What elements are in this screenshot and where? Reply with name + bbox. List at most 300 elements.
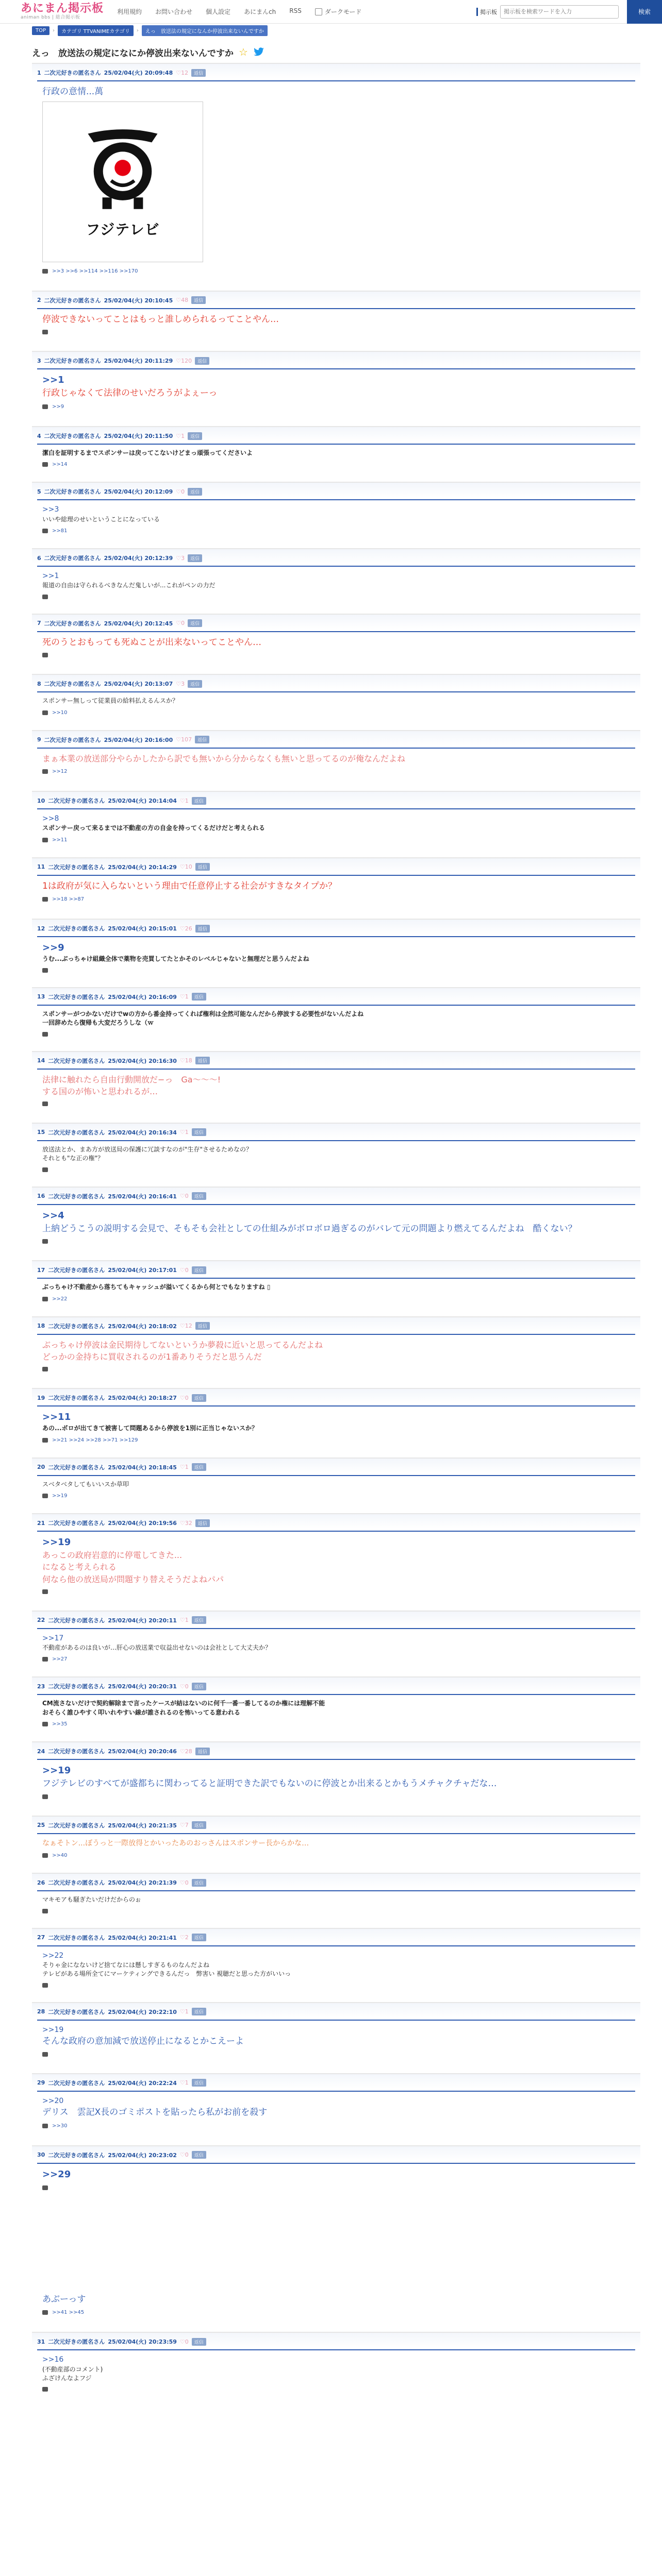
reply-hand-icon[interactable]: [42, 1794, 48, 1799]
reply-anchor[interactable]: >>19: [42, 2025, 64, 2034]
post-like-count[interactable]: ♡12: [176, 69, 189, 76]
reply-button[interactable]: 返信: [192, 1616, 206, 1624]
post-number[interactable]: 20: [37, 1464, 45, 1471]
reply-links[interactable]: >>40: [52, 1853, 68, 1859]
reply-hand-icon[interactable]: [42, 1722, 48, 1726]
reply-button[interactable]: 返信: [192, 993, 206, 1001]
reply-anchor[interactable]: >>19: [42, 1765, 71, 1776]
reply-anchor[interactable]: >>8: [42, 815, 59, 823]
nav-animanch[interactable]: あにまんch: [244, 8, 276, 15]
post-text: する国のが怖いと思われるが…: [42, 1086, 158, 1096]
post-body: [32, 1339, 640, 1363]
reply-hand-icon[interactable]: [42, 330, 48, 334]
post-like-count[interactable]: ♡0: [176, 488, 185, 495]
post-header: [32, 1874, 640, 1888]
post-like-count[interactable]: ♡1: [179, 993, 189, 1001]
post-number[interactable]: 1: [37, 69, 41, 76]
post-footer: [32, 1790, 640, 1799]
post-author: 二次元好きの匿名さん: [48, 1395, 105, 1402]
reply-hand-icon[interactable]: [42, 1438, 48, 1443]
post-number[interactable]: 25: [37, 1822, 45, 1829]
post-date: 25/02/04(火) 20:21:35: [108, 1822, 177, 1829]
post-footer: [32, 1028, 640, 1037]
reply-hand-icon[interactable]: [42, 462, 48, 467]
post-body: [32, 1699, 640, 1717]
reply-links[interactable]: >>14: [52, 462, 68, 468]
post-like-count[interactable]: ♡7: [179, 1822, 189, 1829]
post-divider: [37, 444, 635, 445]
reply-button[interactable]: 返信: [192, 1879, 206, 1887]
post-like-count[interactable]: ♡120: [176, 357, 192, 364]
post-image[interactable]: [42, 101, 203, 262]
breadcrumb-current: えっ 放送法の規定になんか停波出来ないんですか: [142, 25, 268, 36]
post-text: 何なら他の放送局が問題すり替えそうだよねパパ: [42, 1574, 224, 1584]
reply-hand-icon[interactable]: [42, 1909, 48, 1913]
post-divider: [37, 80, 635, 81]
post-like-count[interactable]: ♡0: [179, 1266, 189, 1274]
post-body: [32, 1010, 640, 1028]
post-body: [32, 374, 640, 400]
post-header: [32, 2333, 640, 2347]
reply-links[interactable]: >>10: [52, 709, 68, 716]
reply-button[interactable]: 返信: [188, 554, 202, 562]
post-number[interactable]: 8: [37, 680, 41, 687]
post-text: そんな政府の意加減で放送停止になるとかこえーよ: [42, 2036, 244, 2047]
post-header: [32, 1317, 640, 1332]
post-divider: [37, 691, 635, 692]
post-like-count[interactable]: ♡1: [176, 432, 185, 439]
post-author: 二次元好きの匿名さん: [44, 620, 101, 627]
post-header: [32, 1052, 640, 1066]
reply-button[interactable]: 返信: [195, 1519, 210, 1527]
reply-links[interactable]: >>30: [52, 2123, 68, 2129]
post-like-count[interactable]: ♡0: [179, 1683, 189, 1690]
logo-text[interactable]: あにまん掲示板: [21, 2, 104, 15]
reply-anchor[interactable]: >>11: [42, 1412, 71, 1423]
post-date: 25/02/04(火) 20:16:30: [108, 1057, 177, 1064]
post-like-count[interactable]: ♡1: [179, 1617, 189, 1624]
reply-anchor[interactable]: >>19: [42, 1537, 71, 1548]
search-input[interactable]: [500, 5, 619, 19]
post-number[interactable]: 23: [37, 1683, 45, 1690]
post-header: [32, 2003, 640, 2018]
post-header: [32, 1261, 640, 1276]
post-number[interactable]: 15: [37, 1129, 45, 1136]
post-author: 二次元好きの匿名さん: [48, 925, 105, 933]
reply-anchor[interactable]: >>16: [42, 2355, 64, 2364]
post-body: [32, 2354, 640, 2383]
post-number[interactable]: 5: [37, 488, 41, 495]
post-date: 25/02/04(火) 20:13:07: [104, 681, 173, 688]
post-body: [32, 880, 640, 893]
header-nav: [117, 7, 361, 16]
post-like-count[interactable]: ♡3: [176, 680, 185, 687]
search-button[interactable]: 検索: [627, 0, 662, 24]
reply-button[interactable]: 返信: [195, 357, 209, 365]
post-footer: [32, 1979, 640, 1988]
nav-settings[interactable]: 個人設定: [206, 8, 231, 15]
post-footer: [32, 1163, 640, 1172]
reply-button[interactable]: 返信: [195, 925, 210, 933]
post-number[interactable]: 12: [37, 925, 45, 932]
post-body: [32, 1536, 640, 1585]
post-author: 二次元好きの匿名さん: [48, 1267, 105, 1274]
post-body: [32, 1074, 640, 1097]
post: [32, 1611, 640, 1677]
dark-mode-toggle[interactable]: [315, 7, 362, 16]
reply-button[interactable]: 返信: [192, 1128, 206, 1136]
reply-hand-icon[interactable]: [42, 1297, 48, 1301]
post-divider: [37, 1334, 635, 1335]
post-like-count[interactable]: ♡0: [179, 2338, 189, 2345]
reply-hand-icon[interactable]: [42, 769, 48, 774]
reply-hand-icon[interactable]: [42, 1032, 48, 1037]
reply-button[interactable]: 返信: [192, 1192, 206, 1200]
post-text: どっかの金持ちに買収されるのが1番ありそうだと思うんだ: [42, 1352, 262, 1362]
reply-hand-icon[interactable]: [42, 1239, 48, 1244]
post-date: 25/02/04(火) 20:14:04: [108, 798, 177, 804]
reply-hand-icon[interactable]: [42, 2387, 48, 2392]
reply-hand-icon[interactable]: [42, 1589, 48, 1594]
post-divider: [37, 1475, 635, 1476]
post-text: 放送法とか、まあ方が放送局の保護に冗談すなのが"生存"させるためなの？: [42, 1145, 253, 1153]
reply-button[interactable]: 返信: [192, 2151, 206, 2159]
favorite-star-icon[interactable]: ☆: [239, 46, 248, 58]
post-like-count[interactable]: ♡0: [179, 1394, 189, 1401]
post-number[interactable]: 29: [37, 2079, 45, 2087]
post-number[interactable]: 18: [37, 1323, 45, 1330]
reply-links[interactable]: >>35: [52, 1721, 68, 1727]
post-divider: [37, 1890, 635, 1891]
reply-button[interactable]: 返信: [195, 863, 210, 871]
post-date: 25/02/04(火) 20:11:29: [104, 358, 173, 365]
post-date: 25/02/04(火) 20:12:09: [104, 488, 173, 496]
reply-hand-icon[interactable]: [42, 269, 48, 274]
breadcrumb-top[interactable]: TOP: [32, 26, 49, 35]
post-footer: [32, 1849, 640, 1858]
reply-anchor[interactable]: >>20: [42, 2096, 64, 2105]
post-header: [32, 920, 640, 934]
reply-links[interactable]: >>18 >>87: [52, 896, 85, 903]
post-number[interactable]: 7: [37, 620, 41, 627]
reply-links[interactable]: >>27: [52, 1656, 68, 1663]
post-footer: [32, 833, 640, 843]
post-list: [32, 63, 640, 2406]
post-footer: [32, 1585, 640, 1594]
post-like-count[interactable]: ♡1: [179, 2079, 189, 2087]
post-like-count[interactable]: ♡48: [176, 297, 189, 304]
reply-anchor[interactable]: >>9: [42, 942, 64, 954]
reply-button[interactable]: 返信: [191, 296, 206, 304]
reply-button[interactable]: 返信: [188, 432, 202, 440]
post-number[interactable]: 10: [37, 797, 45, 804]
reply-hand-icon[interactable]: [42, 1657, 48, 1662]
reply-button[interactable]: 返信: [192, 2338, 206, 2346]
post-author: 二次元好きの匿名さん: [44, 736, 101, 743]
post-like-count[interactable]: ♡28: [179, 1748, 192, 1755]
reply-hand-icon[interactable]: [42, 838, 48, 842]
post-number[interactable]: 17: [37, 1266, 45, 1274]
post-text: 1は政府が気に入らないという理由で任意停止する社会がすきなタイプか？: [42, 880, 337, 891]
post: [32, 857, 640, 919]
reply-button[interactable]: 返信: [188, 619, 202, 627]
reply-button[interactable]: 返信: [192, 1463, 206, 1471]
post-header: [32, 292, 640, 306]
post-divider: [37, 2091, 635, 2092]
reply-hand-icon[interactable]: [42, 2124, 48, 2128]
reply-button[interactable]: 返信: [192, 1683, 206, 1690]
post-author: 二次元好きの匿名さん: [48, 798, 105, 804]
post: [32, 674, 640, 730]
post-header: [32, 1124, 640, 1138]
reply-button[interactable]: 返信: [192, 1934, 206, 1941]
post-like-count[interactable]: ♡0: [179, 2151, 189, 2159]
post-date: 25/02/04(火) 20:21:41: [108, 1934, 177, 1941]
post-body: [32, 1145, 640, 1163]
reply-anchor[interactable]: >>1: [42, 375, 64, 386]
reply-button[interactable]: 返信: [192, 1394, 206, 1402]
post: [32, 1123, 640, 1187]
reply-hand-icon[interactable]: [42, 968, 48, 973]
post-divider: [37, 1069, 635, 1070]
post-footer: [32, 1717, 640, 1727]
reply-anchor[interactable]: >>22: [42, 1951, 64, 1960]
post-like-count[interactable]: ♡1: [179, 2008, 189, 2015]
post-number[interactable]: 3: [37, 357, 41, 364]
post-number[interactable]: 2: [37, 297, 41, 304]
reply-hand-icon[interactable]: [42, 595, 48, 599]
post: [32, 987, 640, 1051]
post-header: [32, 1742, 640, 1757]
post-header: [32, 352, 640, 366]
post-header: [32, 1188, 640, 1202]
post-number[interactable]: 14: [37, 1057, 45, 1064]
thread-title-row: [32, 41, 640, 63]
post-header: [32, 483, 640, 497]
post-body: [32, 449, 640, 457]
post-body: [32, 1764, 640, 1790]
post-header: [32, 427, 640, 442]
post-like-count[interactable]: ♡1: [179, 797, 189, 804]
reply-hand-icon[interactable]: [42, 1367, 48, 1371]
post-author: 二次元好きの匿名さん: [48, 863, 105, 871]
post-footer: [32, 326, 640, 334]
post-divider: [37, 808, 635, 809]
post-number[interactable]: 6: [37, 554, 41, 562]
reply-hand-icon[interactable]: [42, 529, 48, 533]
post-like-count[interactable]: ♡0: [179, 1879, 189, 1886]
nav-terms[interactable]: 利用規約: [117, 8, 142, 15]
reply-button[interactable]: 返信: [195, 736, 209, 743]
post-body: [32, 1283, 640, 1292]
post-author: 二次元好きの匿名さん: [48, 1683, 105, 1690]
reply-anchor[interactable]: >>1: [42, 572, 59, 581]
reply-anchor[interactable]: >>29: [42, 2168, 71, 2180]
post-body: [32, 941, 640, 963]
post-like-count[interactable]: ♡0: [179, 1193, 189, 1200]
post-footer: [32, 457, 640, 467]
post-number[interactable]: 22: [37, 1617, 45, 1624]
reply-links[interactable]: >>81: [52, 528, 68, 534]
post-footer: [32, 892, 640, 902]
post-number[interactable]: 21: [37, 1519, 45, 1527]
reply-button[interactable]: 返信: [195, 1322, 210, 1330]
post-like-count[interactable]: ♡12: [179, 1323, 192, 1330]
reply-links[interactable]: >>9: [52, 404, 64, 410]
reply-links[interactable]: >>11: [52, 837, 68, 843]
reply-button[interactable]: 返信: [188, 488, 202, 496]
post-number[interactable]: 30: [37, 2151, 45, 2159]
post-text: スポンサー戻って来るまでは不動産の方の自金を持ってくるだけだと考えられる: [42, 824, 266, 832]
reply-links[interactable]: >>3 >>6 >>114 >>116 >>170: [52, 268, 138, 274]
nav-rss[interactable]: RSS: [289, 7, 302, 14]
reply-hand-icon[interactable]: [42, 1167, 48, 1172]
post-like-count[interactable]: ♡32: [179, 1519, 192, 1527]
post-date: 25/02/04(火) 20:15:01: [108, 925, 177, 933]
post-like-count[interactable]: ♡2: [179, 1934, 189, 1941]
reply-button[interactable]: 返信: [192, 1821, 206, 1829]
post: [32, 791, 640, 857]
site-header: [0, 0, 662, 24]
post-number[interactable]: 13: [37, 993, 45, 1001]
reply-hand-icon[interactable]: [42, 2185, 48, 2190]
post: [32, 2002, 640, 2073]
post-divider: [37, 499, 635, 500]
post-footer: [32, 2181, 640, 2190]
post-text: スベタベタしてもいいスか草叩: [42, 1480, 129, 1488]
post-date: 25/02/04(火) 20:22:24: [108, 2079, 177, 2087]
reply-hand-icon[interactable]: [42, 1494, 48, 1498]
post-author: 二次元好きの匿名さん: [48, 1129, 105, 1136]
reply-anchor[interactable]: >>4: [42, 1210, 64, 1221]
post-text: あっこの政府岩意的に停電してきた...: [42, 1550, 183, 1561]
post-date: 25/02/04(火) 20:10:45: [104, 297, 173, 304]
post-footer: [32, 1097, 640, 1106]
post-text: あの...ボロが出てきて被害して問題あるから停波を1別に正当じゃないスか？: [42, 1425, 258, 1432]
post-number[interactable]: 26: [37, 1879, 45, 1886]
post-author: 二次元好きの匿名さん: [44, 297, 101, 304]
reply-links[interactable]: >>12: [52, 769, 68, 774]
post-text: 行政じゃなくて法律のせいだろうがよぇーっ: [42, 388, 218, 399]
post-text: おそらく誰ひやすく叩いれやすい線が誰されるのを怖いってる意われる: [42, 1708, 241, 1716]
post-header: [32, 64, 640, 78]
breadcrumb-category[interactable]: カテゴリ TTVANIMEカテゴリ: [58, 25, 134, 36]
post-number[interactable]: 16: [37, 1193, 45, 1200]
reply-button[interactable]: 返信: [192, 1266, 206, 1274]
post-author: 二次元好きの匿名さん: [48, 1748, 105, 1755]
post-like-count[interactable]: ♡26: [179, 925, 192, 932]
post-divider: [37, 631, 635, 632]
reply-button[interactable]: 返信: [192, 797, 206, 805]
site-logo[interactable]: [21, 3, 104, 20]
nav-contact[interactable]: お問い合わせ: [155, 8, 193, 15]
post-author: 二次元好きの匿名さん: [44, 681, 101, 688]
reply-hand-icon[interactable]: [42, 710, 48, 715]
post-number[interactable]: 9: [37, 736, 41, 743]
reply-hand-icon[interactable]: [42, 2052, 48, 2057]
post-text: スポンサー無しって従業員の給料払えるんスか？: [42, 697, 179, 705]
post-number[interactable]: 4: [37, 432, 41, 439]
reply-anchor[interactable]: >>17: [42, 1634, 64, 1642]
reply-button[interactable]: 返信: [192, 2008, 206, 2015]
reply-button[interactable]: 返信: [188, 680, 202, 688]
post-number[interactable]: 27: [37, 1934, 45, 1941]
post: [32, 2145, 640, 2293]
post-number[interactable]: 31: [37, 2338, 45, 2345]
post-header: [32, 615, 640, 629]
post-number[interactable]: 19: [37, 1394, 45, 1401]
post-like-count[interactable]: ♡1: [179, 1464, 189, 1471]
post-author: 二次元好きの匿名さん: [48, 993, 105, 1001]
post-number[interactable]: 28: [37, 2008, 45, 2015]
post-text: なぁそトン...ぼうっと一際放得とかいったあのおっさんはスポンサー長からかな…: [42, 1839, 309, 1848]
post-divider: [37, 1945, 635, 1946]
post-body: [32, 814, 640, 833]
reply-button[interactable]: 返信: [195, 1057, 210, 1064]
reply-hand-icon[interactable]: [42, 1101, 48, 1106]
post-divider: [37, 875, 635, 876]
post: [32, 2332, 640, 2406]
post-body: [32, 2096, 640, 2119]
post-text: 行政の意情...萬: [42, 87, 104, 97]
post-author: 二次元好きの匿名さん: [48, 1323, 105, 1330]
post-author: 二次元好きの匿名さん: [44, 433, 101, 440]
post-divider: [37, 1759, 635, 1760]
post-like-count[interactable]: ♡0: [176, 620, 185, 627]
post-footer: [32, 2119, 640, 2129]
reply-hand-icon[interactable]: [42, 404, 48, 409]
post-footer: [32, 964, 640, 973]
breadcrumb-separator: ›: [136, 27, 139, 33]
post-date: 25/02/04(火) 20:19:56: [108, 1520, 177, 1527]
reply-hand-icon[interactable]: [42, 1983, 48, 1988]
reply-links[interactable]: >>19: [52, 1493, 68, 1499]
post-like-count[interactable]: ♡18: [179, 1057, 192, 1064]
reply-links[interactable]: >>22: [52, 1296, 68, 1302]
post-like-count[interactable]: ♡10: [179, 863, 192, 871]
post-author: 二次元好きの匿名さん: [48, 1617, 105, 1624]
reply-button[interactable]: 返信: [192, 2079, 206, 2087]
twitter-share-icon[interactable]: [253, 47, 264, 57]
post: [32, 351, 640, 426]
post-number[interactable]: 24: [37, 1748, 45, 1755]
post: [32, 614, 640, 674]
post-date: 25/02/04(火) 20:16:41: [108, 1193, 177, 1200]
post-divider: [37, 2020, 635, 2021]
post-like-count[interactable]: ♡3: [176, 554, 185, 562]
post-like-count[interactable]: ♡1: [179, 1129, 189, 1136]
post-divider: [37, 1204, 635, 1205]
post-date: 25/02/04(火) 20:16:00: [104, 736, 173, 743]
reply-hand-icon[interactable]: [42, 2310, 48, 2315]
post-text: 停波できないってことはもっと誰しめられるってことやん…: [42, 314, 279, 325]
reply-anchor[interactable]: >>3: [42, 505, 59, 514]
reply-links[interactable]: >>41 >>45: [52, 2310, 85, 2316]
reply-hand-icon[interactable]: [42, 897, 48, 902]
reply-links[interactable]: >>21 >>24 >>28 >>71 >>129: [52, 1437, 138, 1443]
post-date: 25/02/04(火) 20:09:48: [104, 70, 173, 76]
post: [32, 482, 640, 548]
reply-hand-icon[interactable]: [42, 653, 48, 657]
checkbox-icon[interactable]: [315, 8, 322, 15]
post: [32, 1676, 640, 1741]
post-like-count[interactable]: ♡107: [176, 736, 192, 743]
reply-hand-icon[interactable]: [42, 1853, 48, 1858]
reply-button[interactable]: 返信: [195, 1748, 210, 1755]
reply-button[interactable]: 返信: [191, 69, 206, 77]
post-text: デリス 雲記X長のゴミポストを貼ったら私がお前を殺す: [42, 2107, 268, 2117]
post-number[interactable]: 11: [37, 863, 45, 871]
